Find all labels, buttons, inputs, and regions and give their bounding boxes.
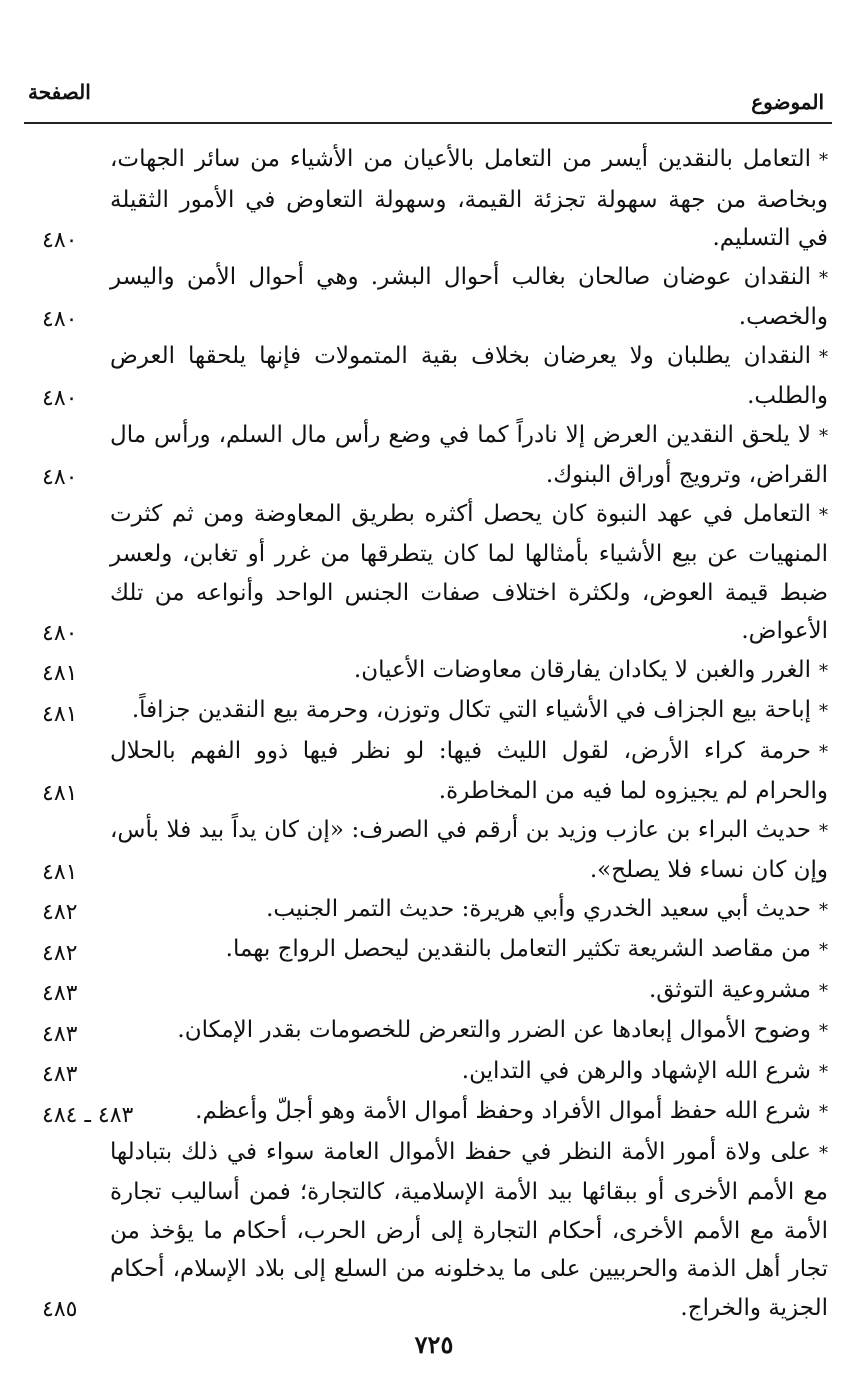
bullet-star-icon: *	[819, 980, 828, 1002]
bullet-star-icon: *	[819, 425, 828, 447]
index-entry	[40, 1011, 828, 1052]
entry-page-number: ٤٨١	[42, 859, 78, 885]
entry-text: حديث البراء بن عازب وزيد بن أرقم في الصرف: «إن كان يداً بيد فلا بأس، وإن كان نساء فلا يصلح».	[110, 816, 828, 883]
bullet-star-icon: *	[819, 1142, 828, 1164]
entry-page-number: ٤٨٠	[42, 464, 78, 490]
index-entry	[40, 930, 828, 971]
entry-text: النقدان عوضان صالحان بغالب أحوال البشر. وهي أحوال الأمن واليسر والخصب.	[110, 263, 828, 330]
entry-page-number: ٤٨٣ ـ ٤٨٤	[42, 1102, 134, 1128]
entry-text: على ولاة أمور الأمة النظر في حفظ الأموال العامة سواء في ذلك بتبادلها مع الأمم الأخرى أو ببقائها بيد الأمة الإسلامية، كالتجارة؛ فمن أساليب تجارة الأمة مع الأمم الأخرى، أحكام التجارة إلى أرض الحرب، أحكام ما يؤخذ من تجار أهل الذمة والحربيين على ما يدخلونه من السلع إلى بلاد الإسلام، أحكام الجزية والخراج.	[110, 1138, 828, 1321]
bullet-star-icon: *	[819, 741, 828, 763]
index-entry	[40, 416, 828, 495]
entry-text: شرع الله حفظ أموال الأفراد وحفظ أموال الأمة وهو أجلّ وأعظم.	[195, 1098, 811, 1124]
index-entry	[40, 651, 828, 692]
bullet-star-icon: *	[819, 1061, 828, 1083]
entry-text: الغرر والغبن لا يكادان يفارقان معاوضات الأعيان.	[353, 656, 811, 683]
entry-text: إباحة بيع الجزاف في الأشياء التي تكال وتوزن، وحرمة بيع النقدين جزافاً.	[131, 697, 811, 723]
index-entry	[40, 1052, 828, 1093]
bullet-star-icon: *	[819, 899, 828, 921]
entry-page-number: ٤٨٣	[42, 1062, 78, 1087]
index-entry	[40, 971, 828, 1012]
entry-page-number: ٤٨٢	[42, 900, 78, 925]
bullet-star-icon: *	[819, 940, 828, 961]
entry-page-number: ٤٨١	[42, 661, 78, 686]
index-entry	[40, 495, 828, 651]
entry-text: حديث أبي سعيد الخدري وأبي هريرة: حديث التمر الجنيب.	[266, 895, 811, 922]
entry-page-number: ٤٨١	[42, 780, 78, 806]
entry-text: حرمة كراء الأرض، لقول الليث فيها: لو نظر فيها ذوو الفهم بالحلال والحرام لم يجيزوه لما فيه من المخاطرة.	[110, 737, 828, 804]
bullet-star-icon: *	[819, 1102, 828, 1123]
entry-text: النقدان يطلبان ولا يعرضان بخلاف بقية المتمولات فإنها يلحقها العرض والطلب.	[110, 342, 828, 409]
index-entry	[40, 691, 828, 732]
entry-page-number: ٤٨٠	[42, 385, 78, 411]
index-entry	[40, 890, 828, 931]
index-entries	[40, 140, 828, 1327]
page-column-label: الصفحة	[28, 80, 91, 104]
entry-text: من مقاصد الشريعة تكثير التعامل بالنقدين ليحصل الرواج بهما.	[225, 936, 811, 962]
index-entry	[40, 337, 828, 416]
bullet-star-icon: *	[819, 504, 828, 526]
index-entry	[40, 1092, 828, 1133]
bullet-star-icon: *	[819, 1021, 828, 1042]
entry-text: وضوح الأموال إبعادها عن الضرر والتعرض للخصومات بقدر الإمكان.	[177, 1017, 811, 1043]
topic-column-label: الموضوع	[751, 90, 824, 114]
page-number: ٧٢٥	[414, 1330, 454, 1359]
entry-page-number: ٤٨٥	[42, 1297, 78, 1322]
page-header	[24, 82, 832, 124]
bullet-star-icon: *	[819, 820, 828, 842]
index-entry	[40, 258, 828, 337]
entry-page-number: ٤٨٢	[42, 940, 78, 966]
entry-text: مشروعية التوثق.	[648, 976, 811, 1003]
entry-page-number: ٤٨٣	[42, 981, 78, 1006]
entry-text: التعامل في عهد النبوة كان يحصل أكثره بطريق المعاوضة ومن ثم كثرت المنهيات عن بيع الأشياء بأمثالها لما كان يتطرقها من غرر أو تغابن، ولعسر ضبط قيمة العوض، ولكثرة اختلاف صفات الجنس الواحد وأنواعه من تلك الأعواض.	[110, 500, 828, 644]
bullet-star-icon: *	[819, 701, 828, 722]
index-entry	[40, 1133, 828, 1328]
entry-text: شرع الله الإشهاد والرهن في التداين.	[461, 1057, 811, 1084]
entry-page-number: ٤٨٣	[42, 1021, 78, 1047]
entry-page-number: ٤٨٠	[42, 620, 78, 646]
entry-text: التعامل بالنقدين أيسر من التعامل بالأعيان من الأشياء من سائر الجهات، وبخاصة من جهة سهولة تجزئة القيمة، وسهولة التعاوض في الأمور الثقيلة في التسليم.	[110, 146, 828, 251]
entry-page-number: ٤٨٠	[42, 306, 78, 332]
bullet-star-icon: *	[819, 267, 828, 289]
index-entry	[40, 811, 828, 890]
entry-page-number: ٤٨١	[42, 701, 78, 727]
bullet-star-icon: *	[819, 150, 828, 171]
index-entry	[40, 140, 828, 258]
bullet-star-icon: *	[819, 346, 828, 368]
index-entry	[40, 732, 828, 811]
entry-page-number: ٤٨٠	[42, 227, 78, 253]
entry-text: لا يلحق النقدين العرض إلا نادراً كما في وضع رأس مال السلم، ورأس مال القراض، وترويج أوراق البنوك.	[110, 421, 828, 488]
bullet-star-icon: *	[819, 660, 828, 682]
